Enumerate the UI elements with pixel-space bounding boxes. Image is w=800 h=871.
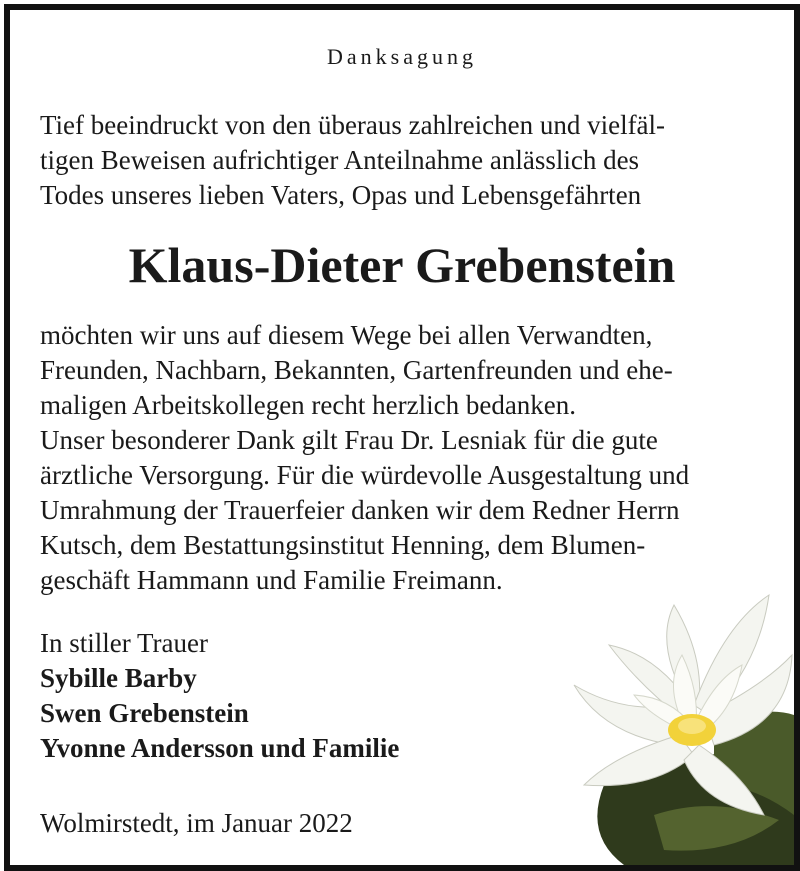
notice-heading: Danksagung	[327, 44, 477, 69]
body-line: Unser besonderer Dank gilt Frau Dr. Lesniak für die gute	[40, 425, 658, 455]
intro-line: Todes unseres lieben Vaters, Opas und Lebensgefährten	[40, 180, 642, 210]
body-line: ärztliche Versorgung. Für die würdevolle Ausgestaltung und	[40, 460, 690, 490]
signoff-block	[40, 626, 399, 766]
signatory-name: Yvonne Andersson und Familie	[40, 733, 400, 763]
body-line: Kutsch, dem Bestattungsinstitut Henning, dem Blumen-	[40, 530, 646, 560]
signoff-intro: In stiller Trauer	[40, 628, 208, 658]
body-line: möchten wir uns auf diesem Wege bei allen Verwandten,	[40, 320, 653, 350]
signatory-name: Sybille Barby	[40, 663, 197, 693]
body-line: Umrahmung der Trauerfeier danken wir dem Redner Herrn	[40, 495, 680, 525]
signatory-list	[40, 661, 399, 766]
body-line: Freunden, Nachbarn, Bekannten, Gartenfreunden und ehe-	[40, 355, 673, 385]
notice-frame	[4, 4, 800, 871]
thanks-paragraph	[40, 318, 766, 598]
intro-paragraph	[40, 108, 766, 213]
deceased-name: Klaus-Dieter Grebenstein	[128, 237, 676, 293]
body-line: maligen Arbeitskollegen recht herzlich bedanken.	[40, 390, 577, 420]
body-line: geschäft Hammann und Familie Freimann.	[40, 565, 503, 595]
signatory-name: Swen Grebenstein	[40, 698, 249, 728]
water-lily-image	[564, 585, 794, 865]
place-date: Wolmirstedt, im Januar 2022	[40, 808, 353, 838]
intro-line: tigen Beweisen aufrichtiger Anteilnahme anlässlich des	[40, 145, 640, 175]
intro-line: Tief beeindruckt von den überaus zahlreichen und vielfäl-	[40, 110, 666, 140]
flower-center	[678, 718, 706, 734]
